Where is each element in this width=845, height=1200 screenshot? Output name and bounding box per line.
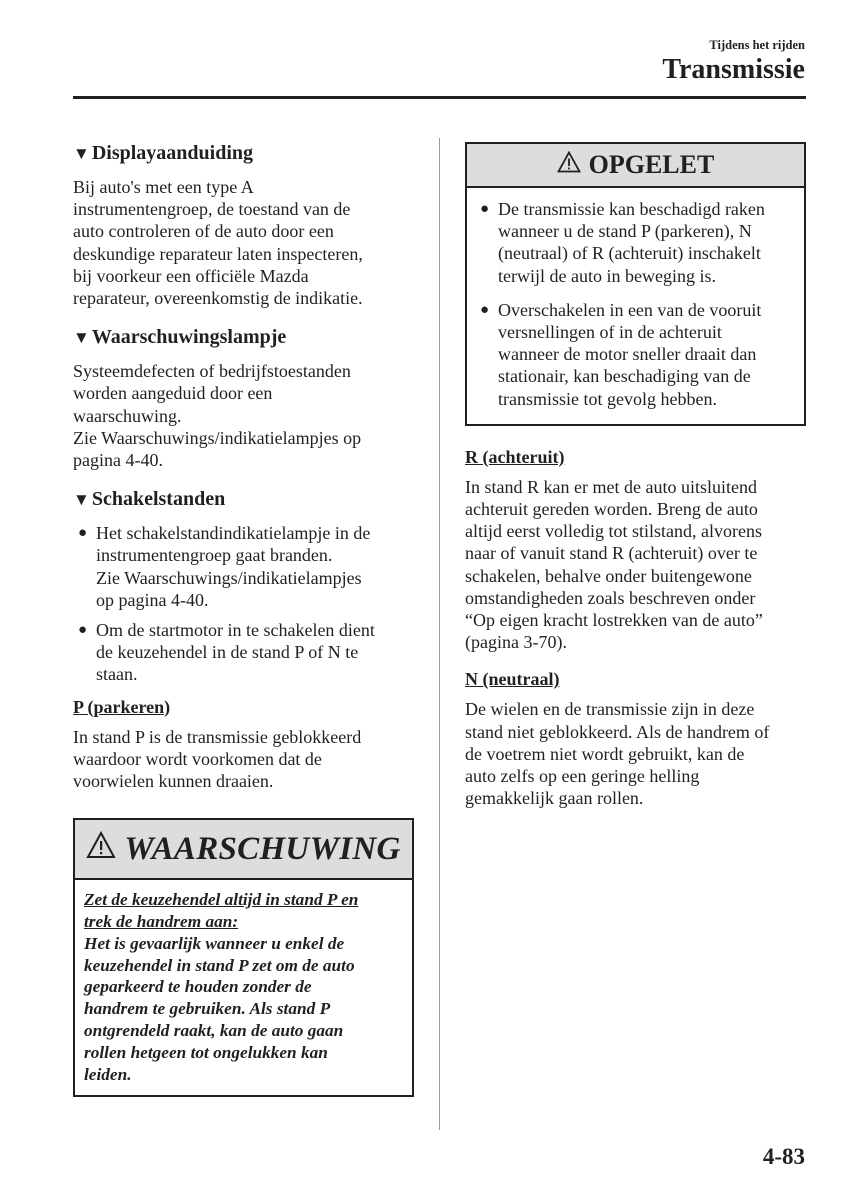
text-line: (pagina 3-70). <box>465 632 567 653</box>
display-heading <box>73 140 414 167</box>
text-line: Zie Waarschuwings/indikatielampjes op <box>73 427 362 448</box>
text-line: op pagina 4-40. <box>96 589 209 610</box>
lamp-heading-text: Waarschuwingslampje <box>91 326 287 349</box>
text-line: stand niet geblokkeerd. Als de handrem of <box>465 721 770 742</box>
bullet-icon: ● <box>78 622 88 639</box>
warning-title-bar <box>75 820 412 880</box>
text-line: (neutraal) of R (achteruit) inschakelt <box>498 243 761 264</box>
text-line: De wielen en de transmissie zijn in deze <box>465 699 755 720</box>
warning-box <box>73 818 414 1097</box>
caution-title: OPGELET <box>588 150 715 179</box>
shift-heading <box>73 486 414 513</box>
text-line: In stand P is de transmissie geblokkeerd <box>73 726 362 747</box>
warning-body <box>75 880 412 1095</box>
display-paragraph <box>73 176 414 309</box>
left-column <box>73 140 414 1097</box>
text-line: staan. <box>96 664 138 685</box>
text-line: Bij auto's met een type A <box>73 177 254 197</box>
text-line: Overschakelen in een van de vooruit <box>498 299 762 320</box>
warning-triangle-icon <box>86 831 116 868</box>
text-line: “Op eigen kracht lostrekken van de auto” <box>465 610 763 631</box>
caution-title-bar <box>467 144 804 188</box>
park-subheading: P (parkeren) <box>73 696 171 717</box>
text-line: In stand R kan er met de auto uitsluitend <box>465 476 757 497</box>
warning-text-line: handrem te gebruiken. Als stand P <box>84 999 331 1019</box>
text-line: stationair, kan beschadiging van de <box>498 366 751 387</box>
lamp-heading <box>73 324 414 351</box>
header-rule <box>73 96 806 99</box>
text-line: waardoor wordt voorkomen dat de <box>73 748 322 769</box>
warning-text-line: Het is gevaarlijk wanneer u enkel de <box>84 933 345 953</box>
warning-title: WAARSCHUWING <box>124 830 401 867</box>
triangle-down-icon: ▼ <box>73 144 90 163</box>
text-line: deskundige reparateur laten inspecteren, <box>73 243 363 264</box>
neutral-subheading: N (neutraal) <box>465 669 560 690</box>
text-line: auto zelfs op een geringe helling <box>465 766 700 787</box>
text-line: gemakkelijk gaan rollen. <box>465 788 644 809</box>
lamp-paragraph <box>73 360 414 471</box>
bullet-icon: ● <box>78 525 88 542</box>
text-line: wanneer u de stand P (parkeren), N <box>498 221 752 242</box>
warning-text-line: ontgrendeld raakt, kan de auto gaan <box>84 1021 344 1041</box>
text-line: bij voorkeur een officiële Mazda <box>73 265 309 286</box>
text-line: voorwielen kunnen draaien. <box>73 771 274 792</box>
warning-text-line: rollen hetgeen tot ongelukken kan <box>84 1042 328 1062</box>
list-item <box>73 619 414 686</box>
text-line: versnellingen of in de achteruit <box>498 322 722 343</box>
text-line: pagina 4-40. <box>73 450 163 471</box>
running-section-label: Tijdens het rijden <box>709 38 805 52</box>
list-item <box>475 299 794 410</box>
text-line: worden aangeduid door een <box>73 383 273 404</box>
text-line: naar of vanuit stand R (achteruit) over te <box>465 543 758 564</box>
text-line: de voetrem niet wordt gebruikt, kan de <box>465 743 745 764</box>
text-line: waarschuwing. <box>73 405 182 426</box>
caution-body <box>467 188 804 424</box>
text-line: omstandigheden zoals beschreven onder <box>465 587 756 608</box>
page-number: 4-83 <box>762 1144 805 1169</box>
warning-triangle-icon <box>557 150 581 180</box>
reverse-paragraph <box>465 476 806 654</box>
text-line: wanneer de motor sneller draait dan <box>498 344 757 365</box>
column-divider <box>439 138 440 1130</box>
park-paragraph <box>73 726 414 793</box>
list-item <box>475 198 794 287</box>
right-column <box>465 140 806 809</box>
warning-text-line: geparkeerd te houden zonder de <box>84 977 312 997</box>
text-line: de keuzehendel in de stand P of N te <box>96 642 359 663</box>
text-line: Zie Waarschuwings/indikatielampjes <box>96 567 362 588</box>
text-line: instrumentengroep, de toestand van de <box>73 199 351 220</box>
caution-bullet-list <box>475 198 794 410</box>
warning-text-line: keuzehendel in stand P zet om de auto <box>84 955 355 975</box>
text-line: altijd eerst volledig tot stilstand, alvorens <box>465 521 762 542</box>
bullet-icon: ● <box>480 201 490 217</box>
warning-lead-line: trek de handrem aan: <box>84 912 239 932</box>
triangle-down-icon: ▼ <box>73 328 90 348</box>
neutral-paragraph <box>465 698 806 809</box>
list-item <box>73 522 414 611</box>
text-line: terwijl de auto in beweging is. <box>498 265 716 286</box>
text-line: Om de startmotor in te schakelen dient <box>96 620 375 641</box>
text-line: instrumentengroep gaat branden. <box>96 545 333 566</box>
caution-box <box>465 142 806 426</box>
text-line: transmissie tot gevolg hebben. <box>498 388 717 409</box>
page-title: Transmissie <box>662 54 805 85</box>
text-line: schakelen, behalve onder buitengewone <box>465 565 752 586</box>
text-line: Systeemdefecten of bedrijfstoestanden <box>73 361 351 382</box>
text-line: auto controleren of de auto door een <box>73 221 334 242</box>
bullet-icon: ● <box>480 301 490 318</box>
shift-bullet-list <box>73 522 414 685</box>
text-line: Het schakelstandindikatielampje in de <box>96 523 371 544</box>
warning-text-line: leiden. <box>84 1064 132 1084</box>
warning-lead-line: Zet de keuzehendel altijd in stand P en <box>84 890 359 910</box>
triangle-down-icon: ▼ <box>73 490 90 510</box>
display-heading-text: Displayaanduiding <box>91 142 254 164</box>
text-line: achteruit gereden worden. Breng de auto <box>465 499 758 520</box>
text-line: De transmissie kan beschadigd raken <box>498 199 765 219</box>
shift-heading-text: Schakelstanden <box>91 488 226 511</box>
text-line: reparateur, overeenkomstig de indikatie. <box>73 288 363 309</box>
reverse-subheading: R (achteruit) <box>465 446 565 467</box>
